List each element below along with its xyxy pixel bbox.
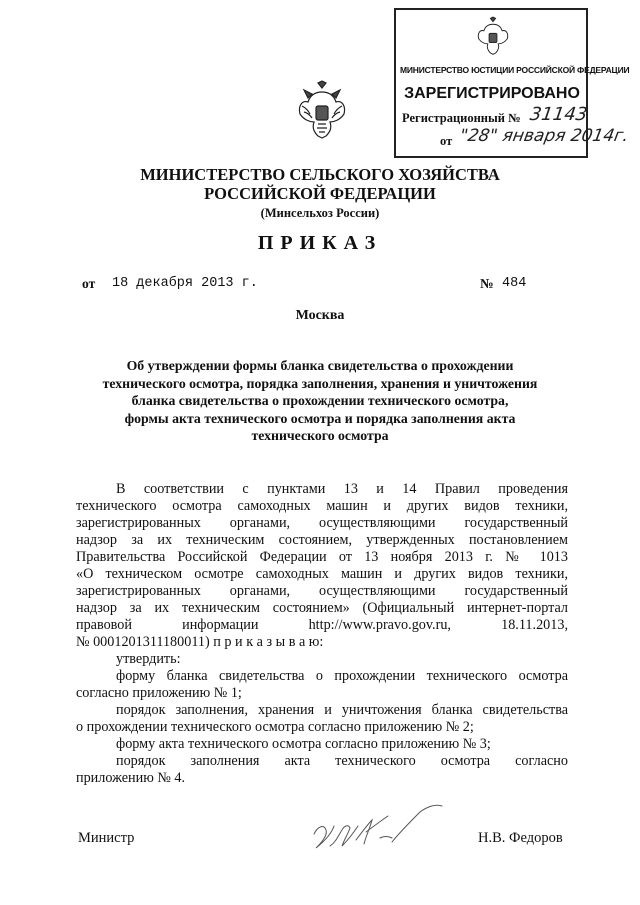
- document-type: ПРИКАЗ: [257, 232, 383, 254]
- body-line: «О техническом осмотре самоходных машин и других видов техники,: [76, 566, 568, 582]
- body-line: приложению № 4.: [76, 770, 186, 786]
- number-sign: №: [480, 276, 494, 291]
- ministry-line-1: МИНИСТЕРСТВО СЕЛЬСКОГО ХОЗЯЙСТВА: [140, 165, 500, 184]
- signatory-position: Министр: [78, 830, 135, 846]
- ministry-title: [100, 165, 540, 223]
- body-line: порядок заполнения акта технического осмотра согласно: [116, 753, 568, 769]
- body-line: утвердить:: [116, 651, 181, 667]
- body-line: технического осмотра самоходных машин и других видов техники,: [76, 498, 568, 514]
- stamp-status: ЗАРЕГИСТРИРОВАНО: [404, 85, 580, 102]
- heading-line: Об утверждении формы бланка свидетельства о прохождении: [126, 358, 514, 373]
- body-line: № 0001201311180011) п р и к а з ы в а ю:: [76, 634, 324, 650]
- body-line: зарегистрированных органами, осуществляющими государственный: [76, 515, 568, 531]
- handwritten-signature: [296, 796, 476, 866]
- ministry-short-name: (Минсельхоз России): [260, 206, 380, 220]
- stamp-reg-date: "28" января 2014г.: [458, 126, 631, 146]
- body-line: правовой информации http://www.pravo.gov.ru, 18.11.2013,: [76, 617, 568, 633]
- body-line: форму бланка свидетельства о прохождении технического осмотра: [116, 668, 568, 684]
- registration-stamp: [394, 8, 631, 158]
- signatory-name: Н.В. Федоров: [478, 830, 563, 846]
- stamp-reg-label: Регистрационный №: [402, 111, 521, 125]
- body-line: форму акта технического осмотра согласно приложению № 3;: [116, 736, 491, 752]
- coat-of-arms-icon: [476, 16, 510, 56]
- order-heading: [100, 357, 540, 445]
- body-line: надзор за их техническим состоянием, утвержденных постановлением: [76, 532, 568, 548]
- stamp-date-prefix: от: [440, 134, 453, 148]
- stamp-ministry: МИНИСТЕРСТВО ЮСТИЦИИ РОССИЙСКОЙ ФЕДЕРАЦИИ: [400, 65, 630, 75]
- body-line: зарегистрированных органами, осуществляющими государственный: [76, 583, 568, 599]
- order-date: 18 декабря 2013 г.: [112, 276, 258, 291]
- body-line: надзор за их техническим состоянием» (Официальный интернет-портал: [76, 600, 568, 616]
- city: Москва: [295, 308, 345, 323]
- heading-line: бланка свидетельства о прохождении технического осмотра,: [131, 393, 509, 409]
- date-prefix: от: [82, 276, 96, 291]
- body-line: о прохождении технического осмотра согласно приложению № 2;: [76, 719, 474, 735]
- body-line: порядок заполнения, хранения и уничтожения бланка свидетельства: [116, 702, 568, 718]
- body-line: Правительства Российской Федерации от 13 ноября 2013 г. № 1013: [76, 549, 568, 565]
- body-line: В соответствии с пунктами 13 и 14 Правил проведения: [116, 481, 568, 497]
- heading-line: технического осмотра: [251, 428, 389, 444]
- coat-of-arms-icon: [296, 80, 348, 140]
- order-body: [76, 481, 568, 787]
- heading-line: технического осмотра, порядка заполнения, хранения и уничтожения: [102, 375, 538, 391]
- ministry-line-2: РОССИЙСКОЙ ФЕДЕРАЦИИ: [204, 184, 436, 203]
- stamp-reg-number: 31143: [528, 104, 589, 125]
- body-line: согласно приложению № 1;: [76, 685, 242, 701]
- heading-line: формы акта технического осмотра и порядка заполнения акта: [124, 410, 516, 426]
- order-number: 484: [502, 276, 527, 291]
